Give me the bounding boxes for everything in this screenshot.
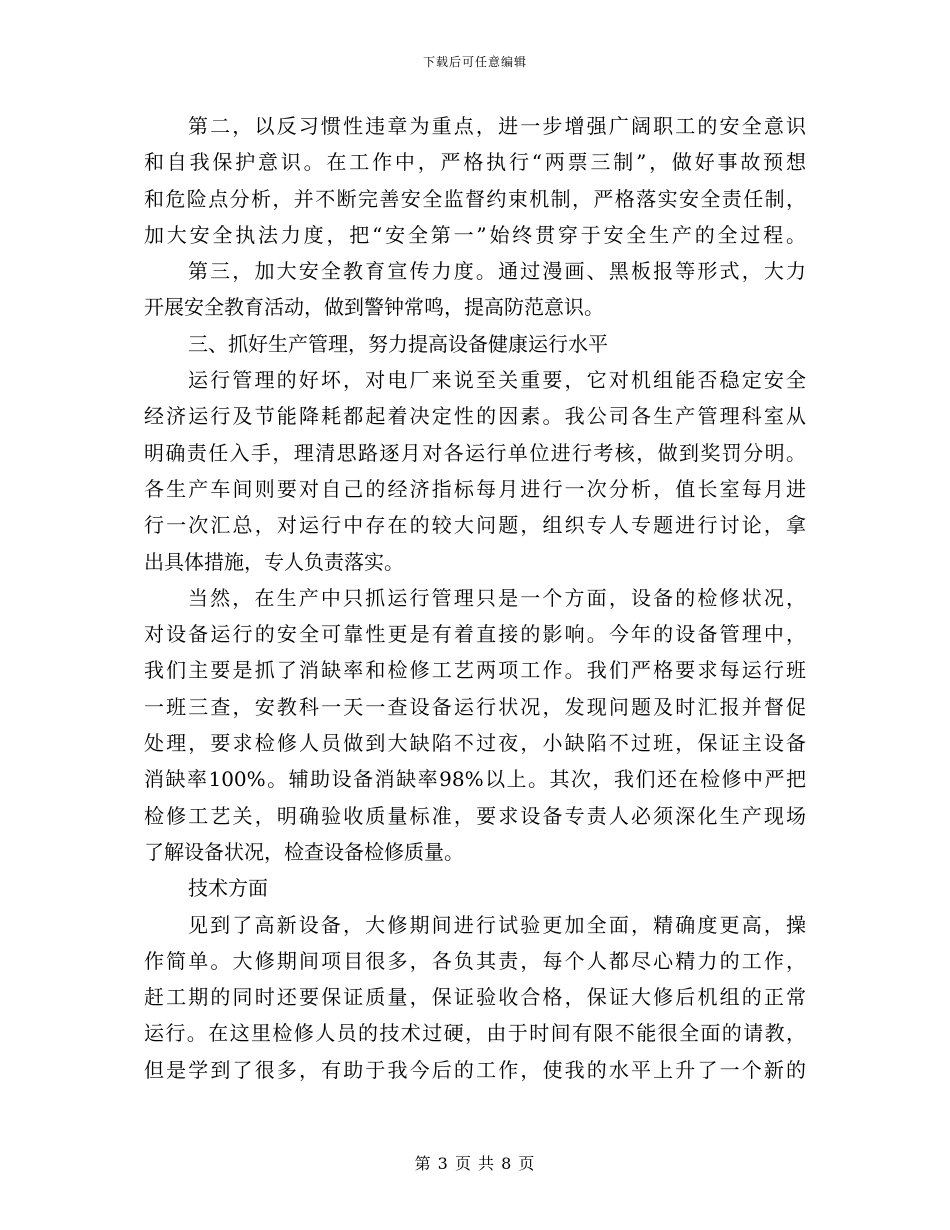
page-number: 第 3 页 共 8 页	[414, 1154, 536, 1173]
text-line: 了解设备状况，检查设备检修质量。	[144, 839, 464, 864]
section-heading: 三、抓好生产管理，努力提高设备健康运行水平	[188, 331, 608, 356]
text-line: 见到了高新设备，大修期间进行试验更加全面，精确度更高，操	[188, 912, 806, 937]
text-line: 加大安全执法力度，把“安全第一”始终贯穿于安全生产的全过程。	[144, 222, 806, 247]
text-line: 作简单。大修期间项目很多，各负其责，每个人都尽心精力的工作，	[144, 948, 806, 973]
text-line: 赶工期的同时还要保证质量，保证验收合格，保证大修后机组的正常	[144, 985, 806, 1010]
text-line: 处理，要求检修人员做到大缺陷不过夜，小缺陷不过班，保证主设备	[144, 731, 806, 756]
text-line: 一班三查，安教科一天一查设备运行状况，发现问题及时汇报并督促	[144, 694, 806, 719]
document-body	[144, 108, 806, 1088]
text-line: 开展安全教育活动，做到警钟常鸣，提高防范意识。	[144, 295, 604, 320]
text-line: 消缺率100%。辅助设备消缺率98%以上。其次，我们还在检修中严把	[144, 767, 806, 792]
text-line: 行一次汇总，对运行中存在的较大问题，组织专人专题进行讨论，拿	[144, 513, 806, 538]
page-header: 下载后可任意编辑	[422, 55, 527, 69]
text-line: 我们主要是抓了消缺率和检修工艺两项工作。我们严格要求每运行班	[144, 658, 806, 683]
text-line: 运行。在这里检修人员的技术过硬，由于时间有限不能很全面的请教，	[144, 1021, 806, 1046]
text-line: 明确责任入手，理清思路逐月对各运行单位进行考核，做到奖罚分明。	[144, 440, 806, 465]
text-line: 运行管理的好坏，对电厂来说至关重要，它对机组能否稳定安全	[188, 368, 806, 393]
text-line: 但是学到了很多，有助于我今后的工作，使我的水平上升了一个新的	[144, 1057, 806, 1082]
text-line: 第三，加大安全教育宣传力度。通过漫画、黑板报等形式，大力	[188, 259, 806, 284]
text-line: 经济运行及节能降耗都起着决定性的因素。我公司各生产管理科室从	[144, 404, 806, 429]
text-line: 检修工艺关，明确验收质量标准，要求设备专责人必须深化生产现场	[144, 803, 806, 828]
section-heading: 技术方面	[188, 876, 268, 901]
text-line: 和自我保护意识。在工作中，严格执行“两票三制”，做好事故预想	[144, 150, 806, 175]
text-line: 出具体措施，专人负责落实。	[144, 549, 404, 574]
text-line: 当然，在生产中只抓运行管理只是一个方面，设备的检修状况，	[188, 585, 806, 610]
text-line: 和危险点分析，并不断完善安全监督约束机制，严格落实安全责任制，	[144, 186, 806, 211]
text-line: 对设备运行的安全可靠性更是有着直接的影响。今年的设备管理中，	[144, 622, 806, 647]
text-line: 第二，以反习惯性违章为重点，进一步增强广阔职工的安全意识	[188, 114, 806, 138]
text-line: 各生产车间则要对自己的经济指标每月进行一次分析，值长室每月进	[144, 476, 806, 501]
